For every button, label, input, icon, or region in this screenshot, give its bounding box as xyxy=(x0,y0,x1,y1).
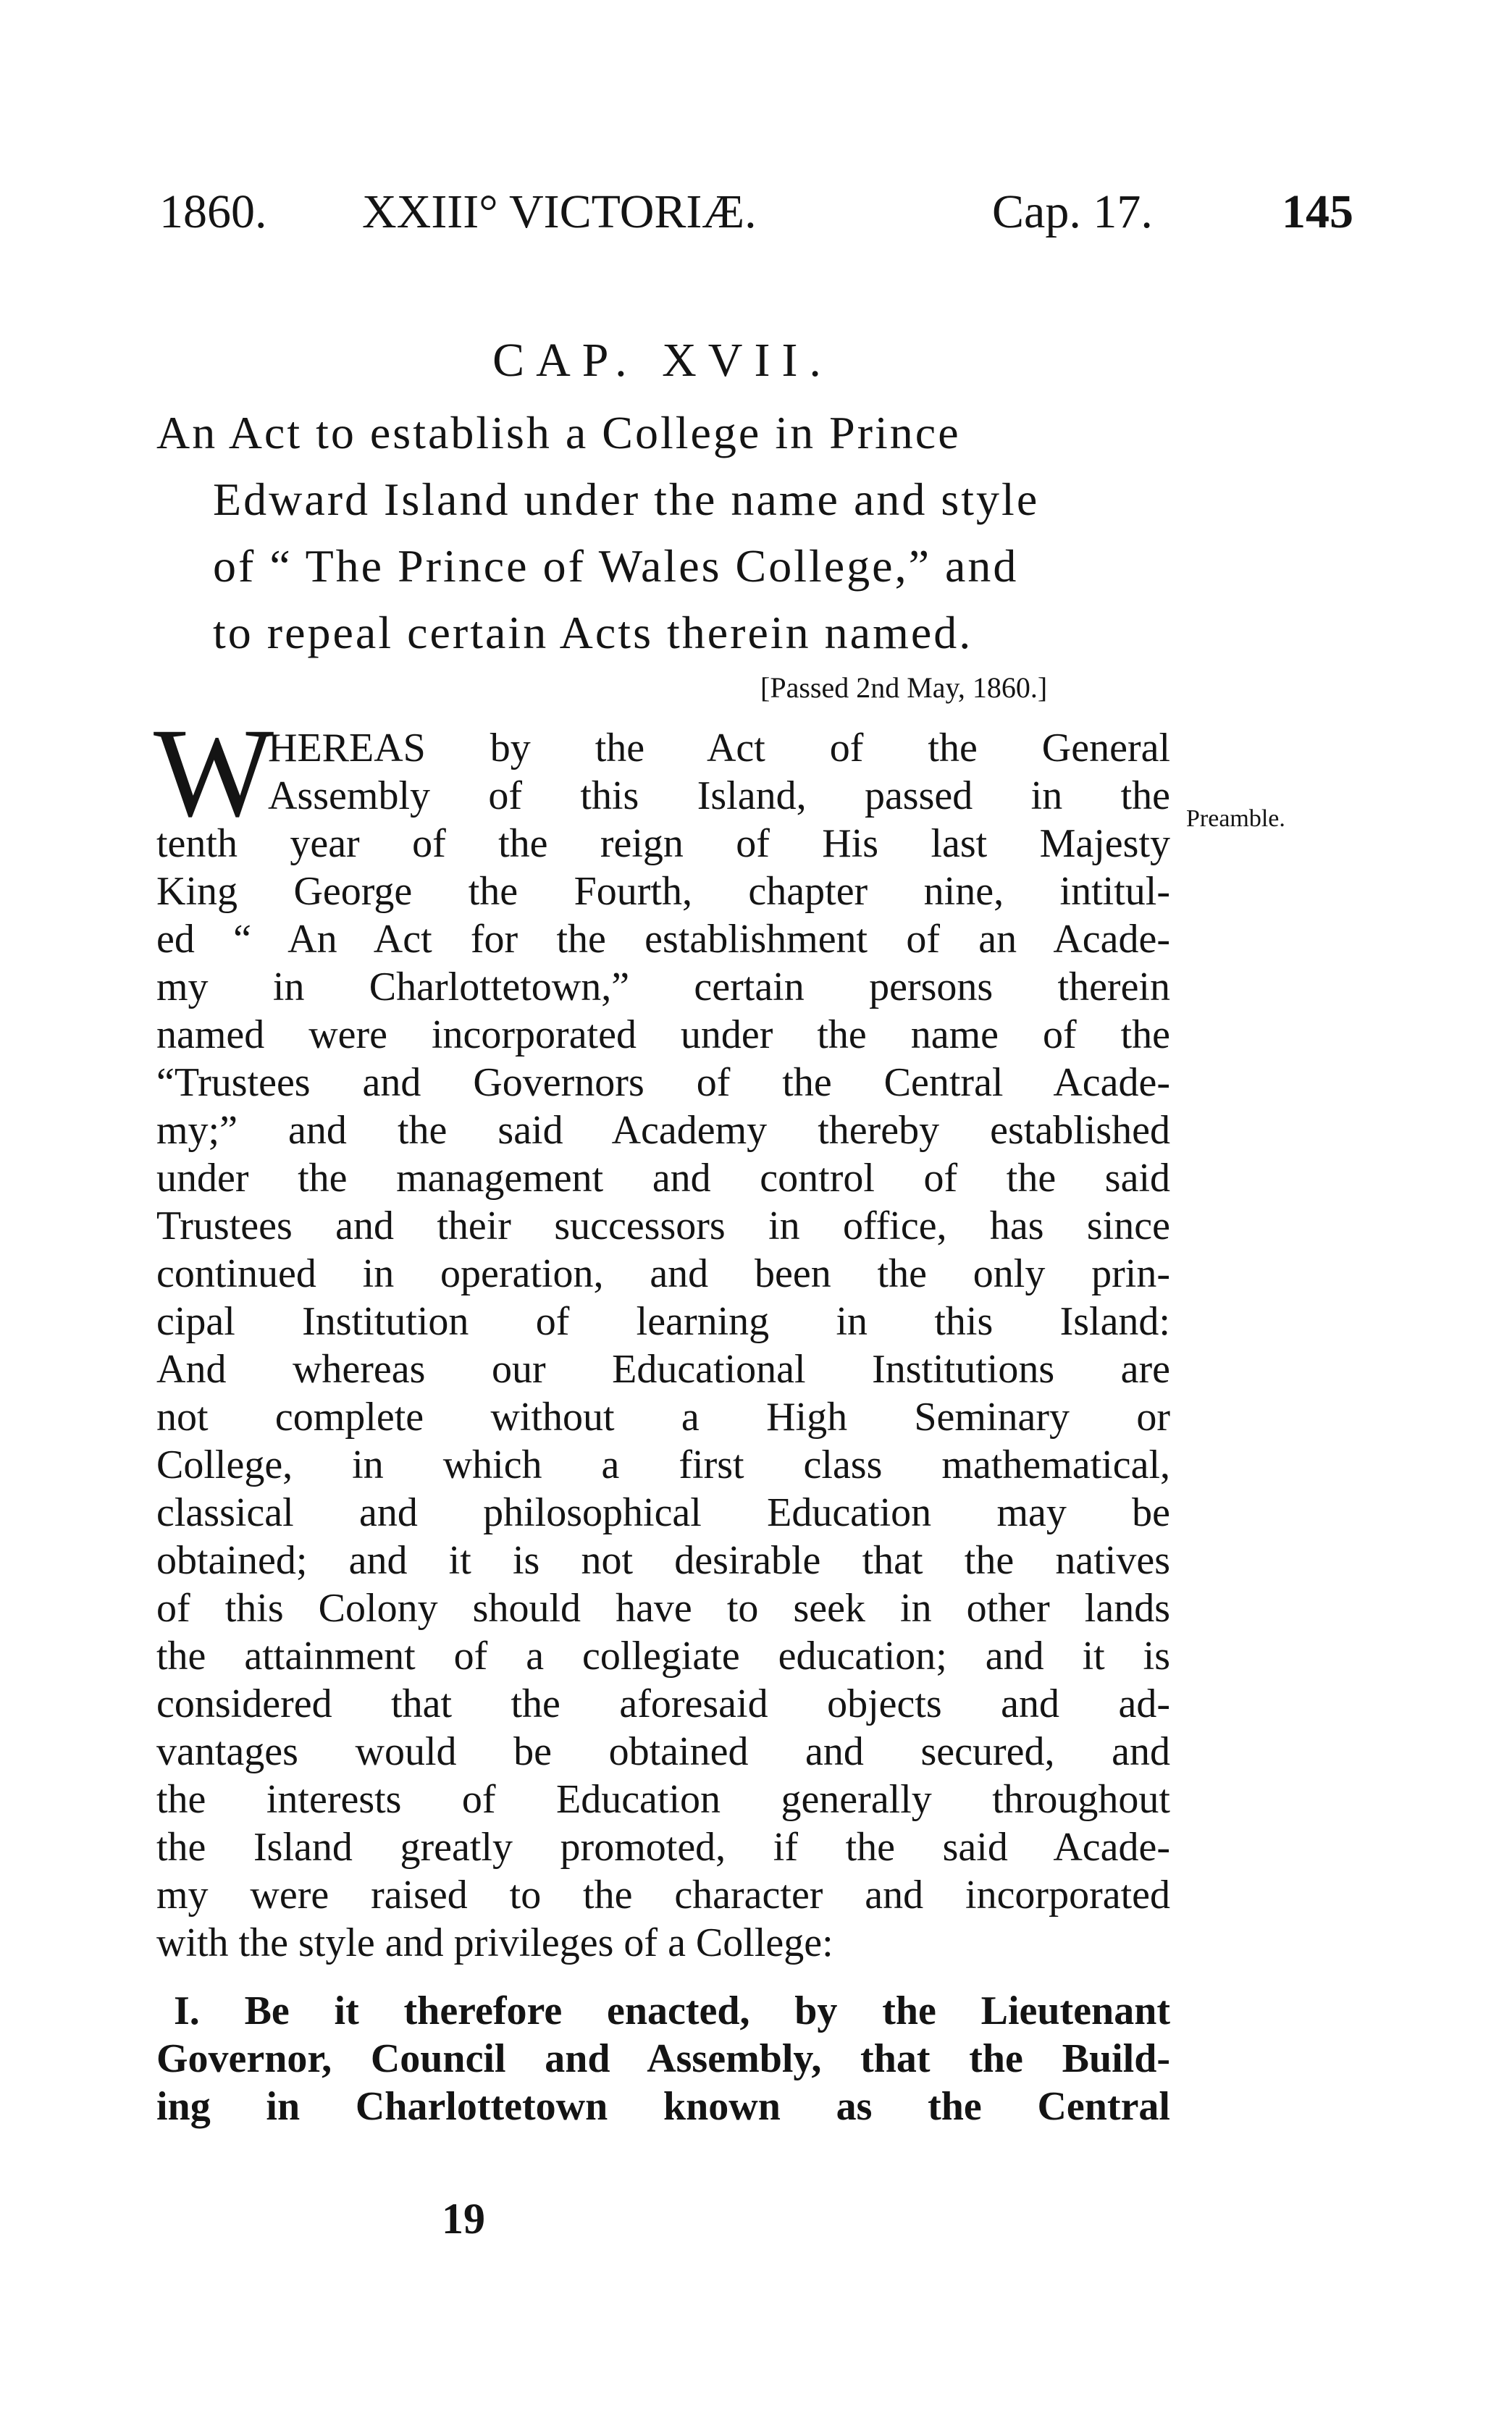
act-title-line: of “ The Prince of Wales College,” and xyxy=(213,540,1019,592)
preamble-line: cipal Institution of learning in this Island: xyxy=(156,1299,1170,1344)
section-one-line: Governor, Council and Assembly, that the Build- xyxy=(156,2036,1170,2081)
preamble-line: my were raised to the character and incorporated xyxy=(156,1873,1170,1918)
preamble-line: under the management and control of the said xyxy=(156,1156,1170,1201)
preamble-line: Assembly of this Island, passed in the xyxy=(268,773,1170,818)
running-head-year: 1860. xyxy=(159,185,267,238)
section-one-line: ing in Charlottetown known as the Central xyxy=(156,2084,1170,2129)
passed-date-note: [Passed 2nd May, 1860.] xyxy=(760,671,1048,704)
preamble-line: King George the Fourth, chapter nine, intitul- xyxy=(156,869,1170,914)
preamble-line: continued in operation, and been the only prin- xyxy=(156,1251,1170,1296)
preamble-line: tenth year of the reign of His last Majesty xyxy=(156,821,1170,866)
margin-note-preamble: Preamble. xyxy=(1186,805,1285,832)
preamble-line: HEREAS by the Act of the General xyxy=(268,726,1170,770)
running-head-reign: XXIII° VICTORIÆ. xyxy=(362,185,757,238)
preamble-line: considered that the aforesaid objects and ad- xyxy=(156,1681,1170,1726)
drop-cap: W xyxy=(154,702,274,844)
preamble-line: the interests of Education generally throughout xyxy=(156,1777,1170,1822)
preamble-line: And whereas our Educational Institutions are xyxy=(156,1347,1170,1392)
preamble-line: obtained; and it is not desirable that the natives xyxy=(156,1538,1170,1583)
act-title-line: to repeal certain Acts therein named. xyxy=(213,607,973,658)
preamble-line: with the style and privileges of a College: xyxy=(156,1920,833,1965)
preamble-line: “Trustees and Governors of the Central Acade- xyxy=(156,1060,1170,1105)
act-title-line: An Act to establish a College in Prince xyxy=(156,407,961,458)
section-one-line: I. Be it therefore enacted, by the Lieutenant xyxy=(174,1988,1170,2033)
running-head xyxy=(0,185,1512,243)
running-head-chapter: Cap. 17. xyxy=(992,185,1153,238)
signature-mark: 19 xyxy=(442,2195,485,2243)
preamble-line: the Island greatly promoted, if the said Acade- xyxy=(156,1825,1170,1870)
preamble-line: the attainment of a collegiate education; and it is xyxy=(156,1634,1170,1679)
act-title-line: Edward Island under the name and style xyxy=(213,474,1040,525)
preamble-line: my;” and the said Academy thereby established xyxy=(156,1108,1170,1153)
preamble-line: not complete without a High Seminary or xyxy=(156,1395,1170,1440)
chapter-heading: CAP. XVII. xyxy=(492,334,833,387)
preamble-line: Trustees and their successors in office, has since xyxy=(156,1204,1170,1248)
preamble-line: of this Colony should have to seek in other lands xyxy=(156,1586,1170,1631)
preamble-line: classical and philosophical Education may be xyxy=(156,1490,1170,1535)
preamble-line: named were incorporated under the name of the xyxy=(156,1012,1170,1057)
preamble-line: ed “ An Act for the establishment of an Acade- xyxy=(156,917,1170,962)
act-title xyxy=(156,400,1170,666)
preamble-line: College, in which a first class mathematical, xyxy=(156,1442,1170,1487)
preamble-line: my in Charlottetown,” certain persons therein xyxy=(156,965,1170,1009)
page-number: 145 xyxy=(1282,185,1353,238)
preamble-line: vantages would be obtained and secured, and xyxy=(156,1729,1170,1774)
